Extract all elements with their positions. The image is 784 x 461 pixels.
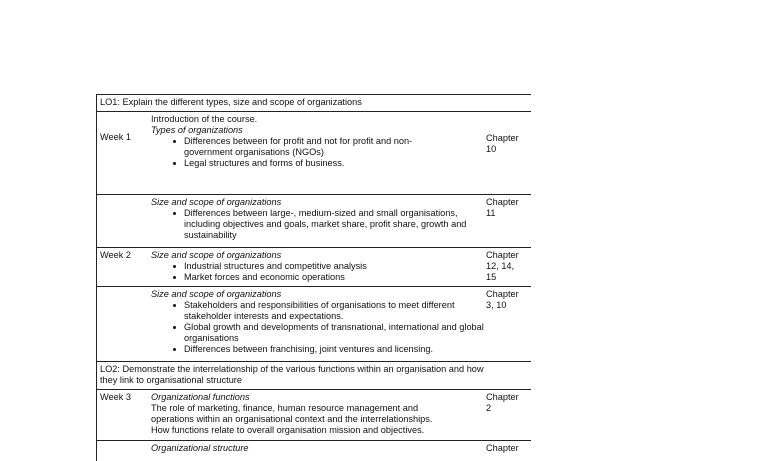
list-item: Differences between large-, medium-sized and small organisations, including objectives and goals, market share, profit share, growth and sustainability	[151, 208, 474, 241]
row-content	[151, 441, 477, 456]
bullet-list	[151, 208, 477, 241]
table-row	[97, 390, 531, 441]
week-label: Week 1	[100, 132, 131, 142]
chapter-ref	[486, 289, 530, 311]
table-row	[97, 441, 531, 461]
row-content	[151, 248, 477, 285]
row-content	[151, 390, 477, 438]
table-row	[97, 195, 531, 248]
chapter-number: 10	[486, 144, 497, 154]
chapter-label: Chapter	[486, 197, 519, 207]
chapter-ref	[486, 133, 530, 155]
chapter-label: Chapter	[486, 443, 519, 453]
section-heading: Size and scope of organizations	[151, 197, 282, 207]
chapter-label: Chapter	[486, 392, 519, 402]
list-item: Market forces and economic operations	[151, 272, 477, 283]
section-heading: Organizational functions	[151, 392, 250, 402]
chapter-number: 3, 10	[486, 300, 507, 310]
learning-outcome-1: LO1: Explain the different types, size and scope of organizations	[97, 95, 531, 112]
list-item: Global growth and developments of transnational, international and global organisations	[151, 322, 484, 344]
bullet-list	[151, 300, 484, 355]
list-item: Stakeholders and responsibilities of organisations to meet different stakeholder interests and expectations.	[151, 300, 474, 322]
chapter-ref	[486, 197, 530, 219]
section-heading: Size and scope of organizations	[151, 250, 282, 260]
chapter-number: 2	[486, 403, 492, 413]
chapter-label: Chapter	[486, 133, 519, 143]
week-label: Week 2	[100, 250, 131, 260]
learning-outcome-2	[97, 362, 531, 390]
chapter-label: Chapter	[486, 250, 519, 260]
learning-outcome-2-line-2: they link to organisational structure	[100, 375, 242, 385]
body-text: How functions relate to overall organisation mission and objectives.	[151, 425, 425, 435]
learning-outcome-2-line-1: LO2: Demonstrate the interrelationship of the various functions within an organisation and how	[100, 364, 484, 374]
section-heading: Types of organizations	[151, 125, 243, 135]
section-heading: Organizational structure	[151, 443, 249, 453]
list-item: Legal structures and forms of business.	[151, 158, 477, 169]
row-content	[151, 287, 484, 357]
list-item: Differences between for profit and not for profit and non-government organisations (NGOs)	[151, 136, 449, 158]
row-content	[151, 112, 477, 171]
chapter-number: 12, 14,	[486, 261, 515, 271]
list-item: Differences between franchising, joint ventures and licensing.	[151, 344, 477, 355]
section-heading: Size and scope of organizations	[151, 289, 282, 299]
table-row	[97, 287, 531, 362]
chapter-number: 11	[486, 208, 496, 218]
chapter-ref	[486, 250, 530, 283]
row-content	[151, 195, 477, 243]
table-row	[97, 248, 531, 287]
bullet-list	[151, 136, 477, 169]
table-row	[97, 112, 531, 195]
chapter-label: Chapter	[486, 289, 519, 299]
syllabus-table	[96, 94, 531, 461]
chapter-number: 15	[486, 272, 497, 282]
body-text: The role of marketing, finance, human resource management and operations within an organisational context and the interrelationships.	[151, 403, 433, 424]
chapter-ref	[486, 443, 530, 454]
list-item: Industrial structures and competitive analysis	[151, 261, 477, 272]
bullet-list	[151, 261, 477, 283]
chapter-ref	[486, 392, 530, 414]
intro-text: Introduction of the course.	[151, 114, 258, 124]
week-label: Week 3	[100, 392, 131, 402]
